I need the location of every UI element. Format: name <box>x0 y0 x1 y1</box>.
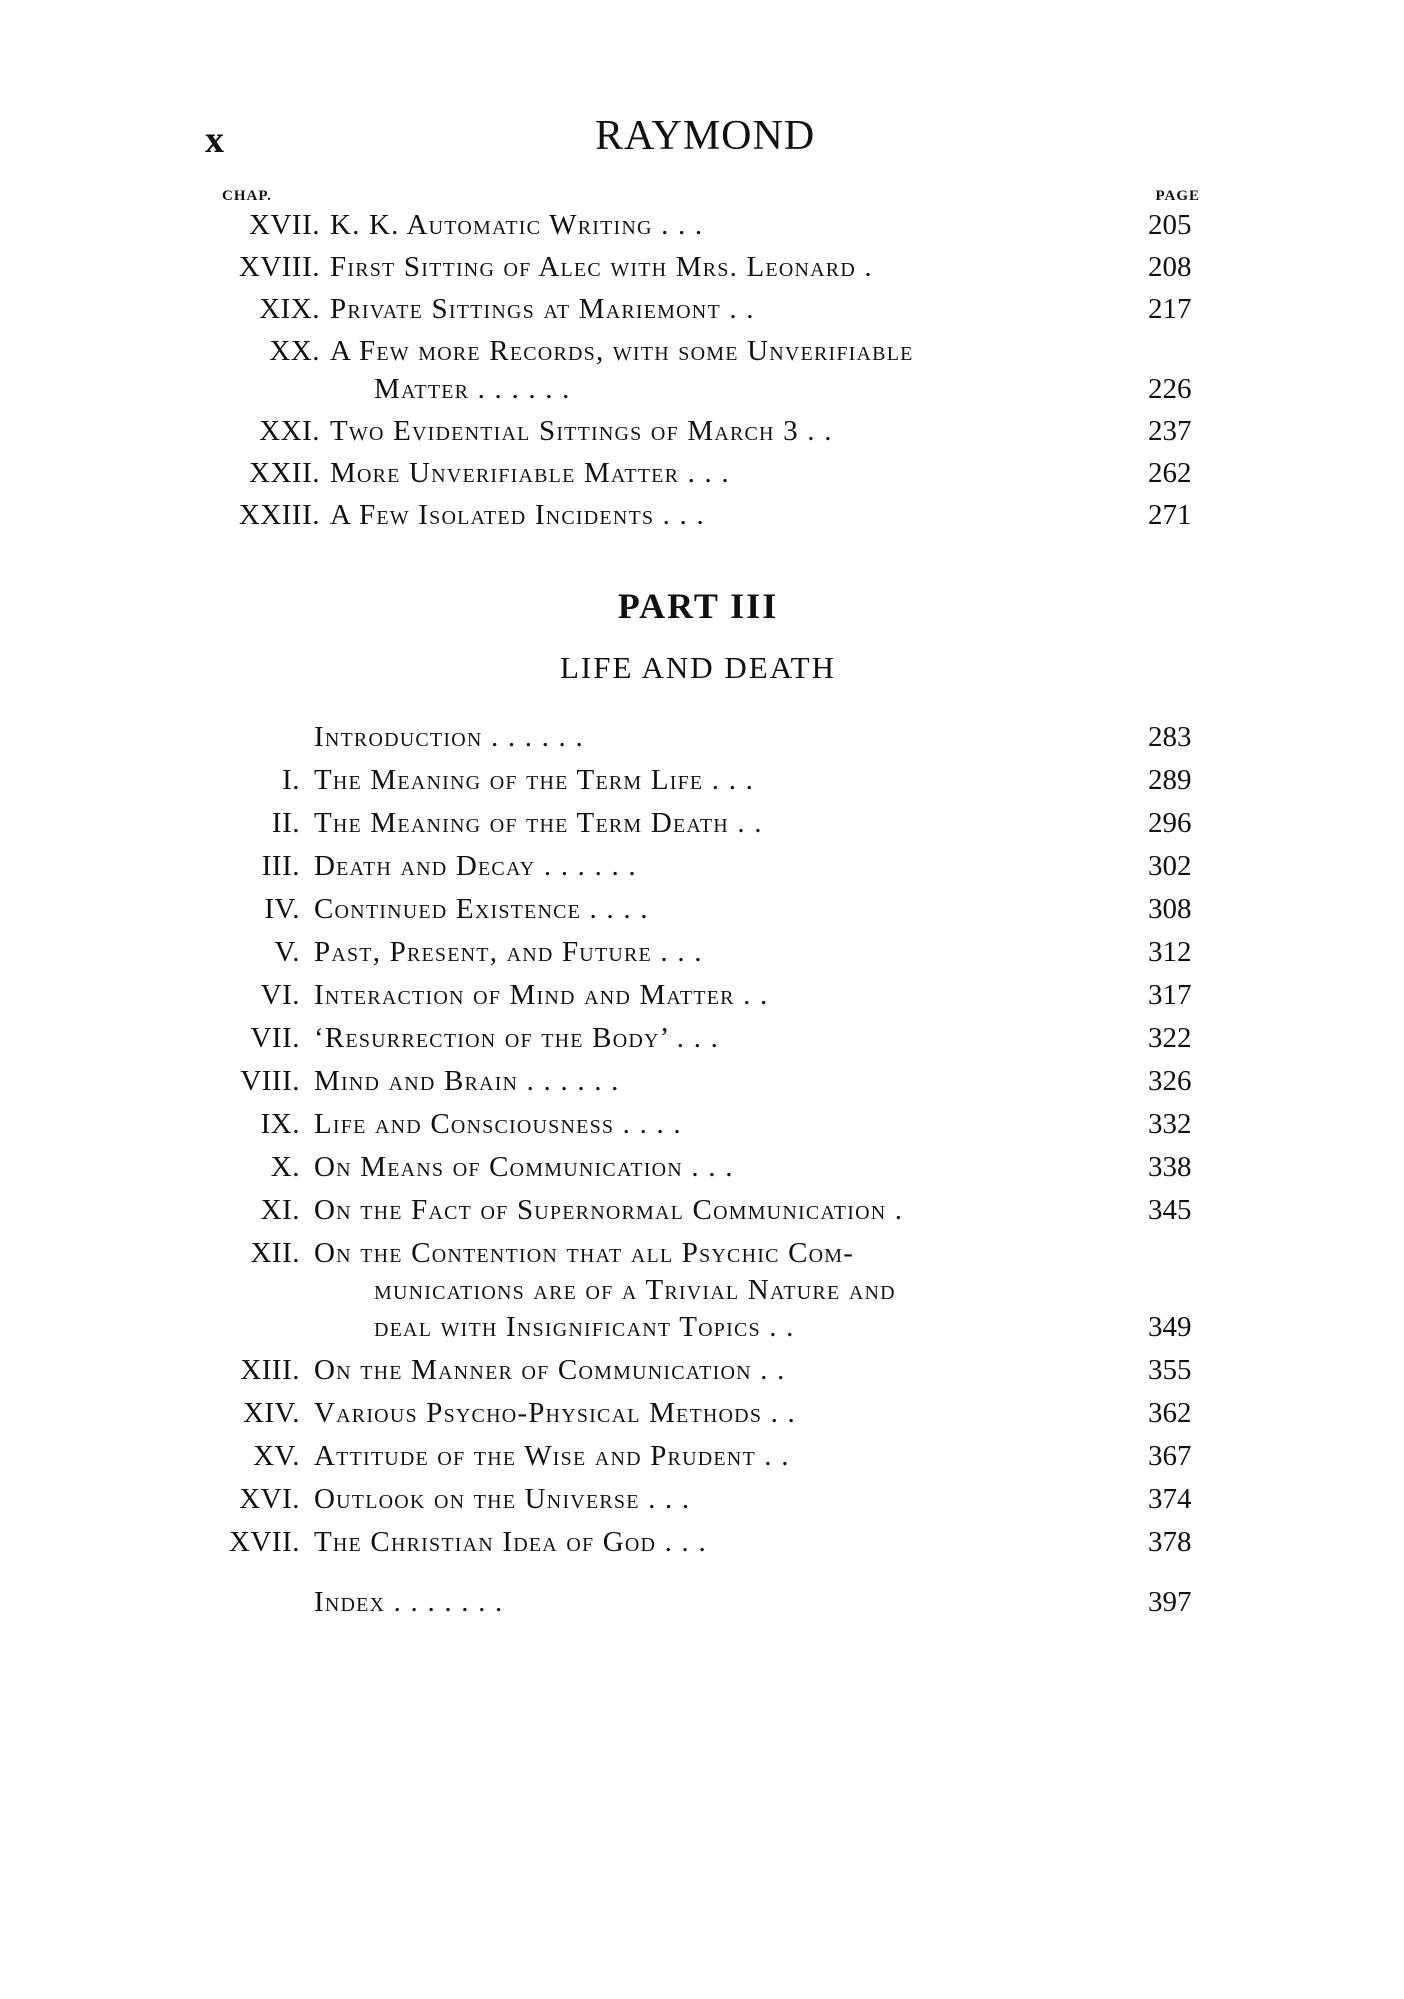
chapter-title: Private Sittings at Mariemont . . <box>330 293 755 325</box>
chapter-title: ‘Resurrection of the Body’ . . . <box>314 1022 720 1054</box>
toc-line <box>0 415 1404 453</box>
toc-line <box>0 1586 1404 1624</box>
chapter-title: Life and Consciousness . . . . <box>314 1108 682 1140</box>
toc-line <box>0 979 1404 1017</box>
chapter-title: A Few Isolated Incidents . . . <box>330 499 705 531</box>
page-number: 397 <box>1148 1586 1192 1618</box>
page-number: 283 <box>1148 721 1192 753</box>
chapter-title: Index . . . . . . . <box>314 1586 504 1618</box>
chapter-title: deal with Insignificant Topics . . <box>374 1311 795 1343</box>
page-number: 326 <box>1148 1065 1192 1097</box>
chapter-title: On the Fact of Supernormal Communication . <box>314 1194 904 1226</box>
chapter-number: XIII. <box>240 1354 300 1386</box>
chapter-number: XVII. <box>229 1526 300 1558</box>
chapter-title: Various Psycho-Physical Methods . . <box>314 1397 796 1429</box>
chapter-number: VI. <box>260 979 300 1011</box>
page-number: 367 <box>1148 1440 1192 1472</box>
page-number: 271 <box>1148 499 1192 531</box>
chapter-title: On the Contention that all Psychic Com- <box>314 1237 855 1269</box>
chapter-number: I. <box>282 764 300 796</box>
book-title: RAYMOND <box>595 113 816 159</box>
chapter-title: The Christian Idea of God . . . <box>314 1526 707 1558</box>
toc-line <box>0 1022 1404 1060</box>
toc-line <box>0 1354 1404 1392</box>
page-number: 208 <box>1148 251 1192 283</box>
page-number: 322 <box>1148 1022 1192 1054</box>
page-number: 317 <box>1148 979 1192 1011</box>
toc-line <box>0 335 1404 373</box>
page-number: 205 <box>1148 209 1192 241</box>
toc-line <box>0 1274 1404 1312</box>
chapter-title: A Few more Records, with some Unverifiable <box>330 335 914 367</box>
chapter-title: Continued Existence . . . . <box>314 893 649 925</box>
column-labels <box>222 188 1200 210</box>
chapter-number: III. <box>261 850 300 882</box>
page-folio: x <box>205 119 224 161</box>
chapter-title: munications are of a Trivial Nature and <box>374 1274 896 1306</box>
toc-line <box>0 1194 1404 1232</box>
page-number: 338 <box>1148 1151 1192 1183</box>
part-subtitle: LIFE AND DEATH <box>560 650 836 685</box>
chapter-number: XI. <box>260 1194 300 1226</box>
chapter-title: Past, Present, and Future . . . <box>314 936 703 968</box>
part-title: PART III <box>617 586 779 626</box>
chapter-title: On the Manner of Communication . . <box>314 1354 786 1386</box>
toc-line <box>0 499 1404 537</box>
toc-line <box>0 1311 1404 1349</box>
page-number: 355 <box>1148 1354 1192 1386</box>
chapter-number: XVIII. <box>238 251 320 283</box>
toc-line <box>0 893 1404 931</box>
chapter-title: The Meaning of the Term Life . . . <box>314 764 755 796</box>
chapter-number: VIII. <box>240 1065 300 1097</box>
toc-line <box>0 209 1404 247</box>
toc-line <box>0 721 1404 759</box>
chapter-number: XIV. <box>242 1397 300 1429</box>
page-number: 237 <box>1148 415 1192 447</box>
toc-line <box>0 807 1404 845</box>
page-column-label: PAGE <box>1155 188 1200 204</box>
chapter-title: Death and Decay . . . . . . <box>314 850 637 882</box>
page-number: 308 <box>1148 893 1192 925</box>
chapter-number: XXIII. <box>238 499 320 531</box>
chapter-number: XII. <box>250 1237 300 1269</box>
page-number: 312 <box>1148 936 1192 968</box>
page-number: 217 <box>1148 293 1192 325</box>
toc-line <box>0 1483 1404 1521</box>
chapter-title: Mind and Brain . . . . . . <box>314 1065 620 1097</box>
chapter-title: Interaction of Mind and Matter . . <box>314 979 769 1011</box>
toc-line <box>0 1526 1404 1564</box>
toc-line <box>0 251 1404 289</box>
page-number: 332 <box>1148 1108 1192 1140</box>
chapter-title: Outlook on the Universe . . . <box>314 1483 691 1515</box>
chapter-column-label: CHAP. <box>222 188 272 204</box>
toc-line <box>0 936 1404 974</box>
chapter-title: Introduction . . . . . . <box>314 721 584 753</box>
page-number: 289 <box>1148 764 1192 796</box>
chapter-number: XXI. <box>259 415 320 447</box>
toc-line <box>0 1151 1404 1189</box>
toc-line <box>0 1237 1404 1275</box>
chapter-number: II. <box>271 807 300 839</box>
page-number: 378 <box>1148 1526 1192 1558</box>
chapter-title: The Meaning of the Term Death . . <box>314 807 763 839</box>
chapter-title: K. K. Automatic Writing . . . <box>330 209 704 241</box>
page-number: 345 <box>1148 1194 1192 1226</box>
chapter-title: Two Evidential Sittings of March 3 . . <box>330 415 833 447</box>
chapter-number: VII. <box>250 1022 300 1054</box>
toc-line <box>0 1440 1404 1478</box>
page-number: 262 <box>1148 457 1192 489</box>
toc-line <box>0 293 1404 331</box>
chapter-title: Attitude of the Wise and Prudent . . <box>314 1440 790 1472</box>
running-head <box>205 112 1205 172</box>
page-number: 362 <box>1148 1397 1192 1429</box>
toc-line <box>0 457 1404 495</box>
chapter-number: XXII. <box>249 457 320 489</box>
toc-line <box>0 373 1404 411</box>
chapter-number: X. <box>270 1151 300 1183</box>
chapter-number: XIX. <box>259 293 320 325</box>
chapter-number: XVI. <box>239 1483 300 1515</box>
page-number: 296 <box>1148 807 1192 839</box>
chapter-number: XX. <box>269 335 320 367</box>
chapter-number: XV. <box>253 1440 300 1472</box>
page-number: 374 <box>1148 1483 1192 1515</box>
chapter-number: V. <box>274 936 300 968</box>
toc-line <box>0 1397 1404 1435</box>
chapter-title: Matter . . . . . . <box>374 373 571 405</box>
toc-line <box>0 1065 1404 1103</box>
chapter-title: First Sitting of Alec with Mrs. Leonard . <box>330 251 873 283</box>
toc-line <box>0 1108 1404 1146</box>
chapter-number: XVII. <box>249 209 320 241</box>
page-number: 302 <box>1148 850 1192 882</box>
chapter-title: More Unverifiable Matter . . . <box>330 457 730 489</box>
toc-line <box>0 850 1404 888</box>
chapter-number: IV. <box>264 893 300 925</box>
page-number: 349 <box>1148 1311 1192 1343</box>
chapter-title: On Means of Communication . . . <box>314 1151 734 1183</box>
toc-line <box>0 764 1404 802</box>
chapter-number: IX. <box>260 1108 300 1140</box>
page-number: 226 <box>1148 373 1192 405</box>
